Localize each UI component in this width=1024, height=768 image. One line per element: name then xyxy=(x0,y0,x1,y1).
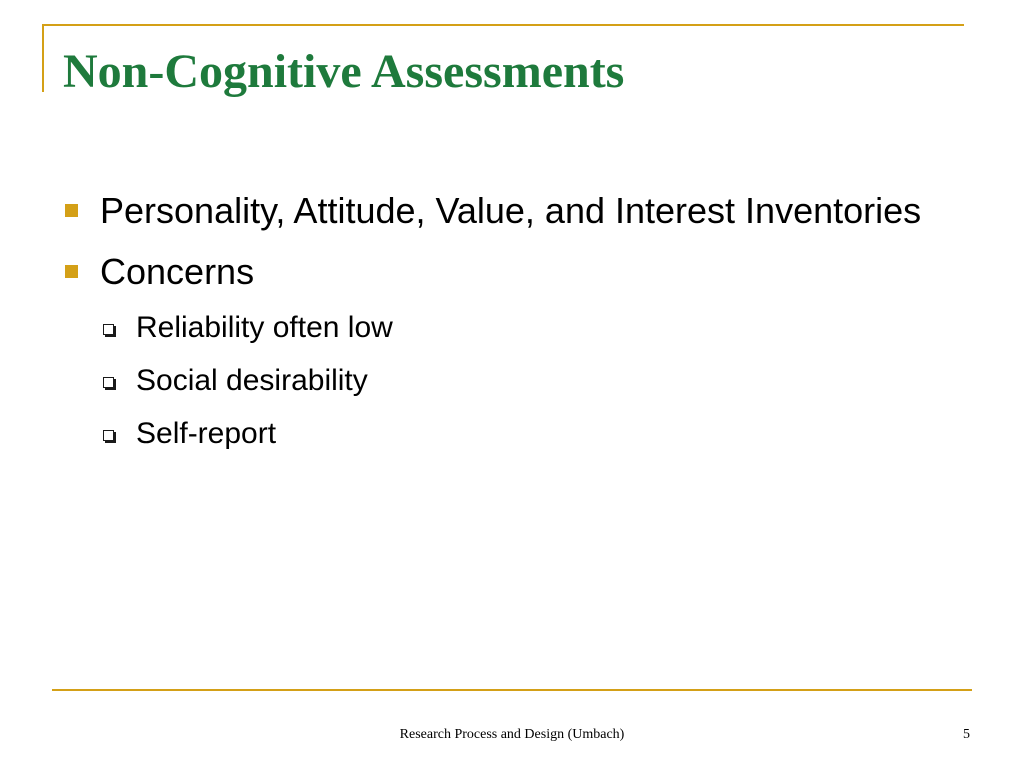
bullet-item xyxy=(60,186,940,235)
page-number: 5 xyxy=(963,727,970,742)
sub-bullet-item xyxy=(60,414,940,454)
filled-square-bullet-icon xyxy=(65,265,78,278)
sub-bullet-item xyxy=(60,361,940,401)
hollow-square-bullet-icon xyxy=(103,430,114,441)
hollow-square-bullet-icon xyxy=(103,324,114,335)
footer-divider xyxy=(52,689,972,691)
bullet-text: Concerns xyxy=(100,251,255,292)
bullet-text: Personality, Attitude, Value, and Interest Inventories xyxy=(100,190,922,231)
title-frame-top-rule xyxy=(42,24,964,26)
sub-bullet-text: Reliability often low xyxy=(136,311,393,344)
footer-text: Research Process and Design (Umbach) xyxy=(399,727,625,742)
hollow-square-bullet-icon xyxy=(103,377,114,388)
bullet-list xyxy=(60,186,940,467)
filled-square-bullet-icon xyxy=(65,204,78,217)
title-frame-vertical-rule xyxy=(42,24,44,92)
slide-title: Non-Cognitive Assessments xyxy=(63,45,625,98)
bullet-item xyxy=(60,247,940,296)
sub-bullet-text: Social desirability xyxy=(136,364,368,397)
sub-bullet-text: Self-report xyxy=(136,417,277,450)
sub-bullet-item xyxy=(60,308,940,348)
